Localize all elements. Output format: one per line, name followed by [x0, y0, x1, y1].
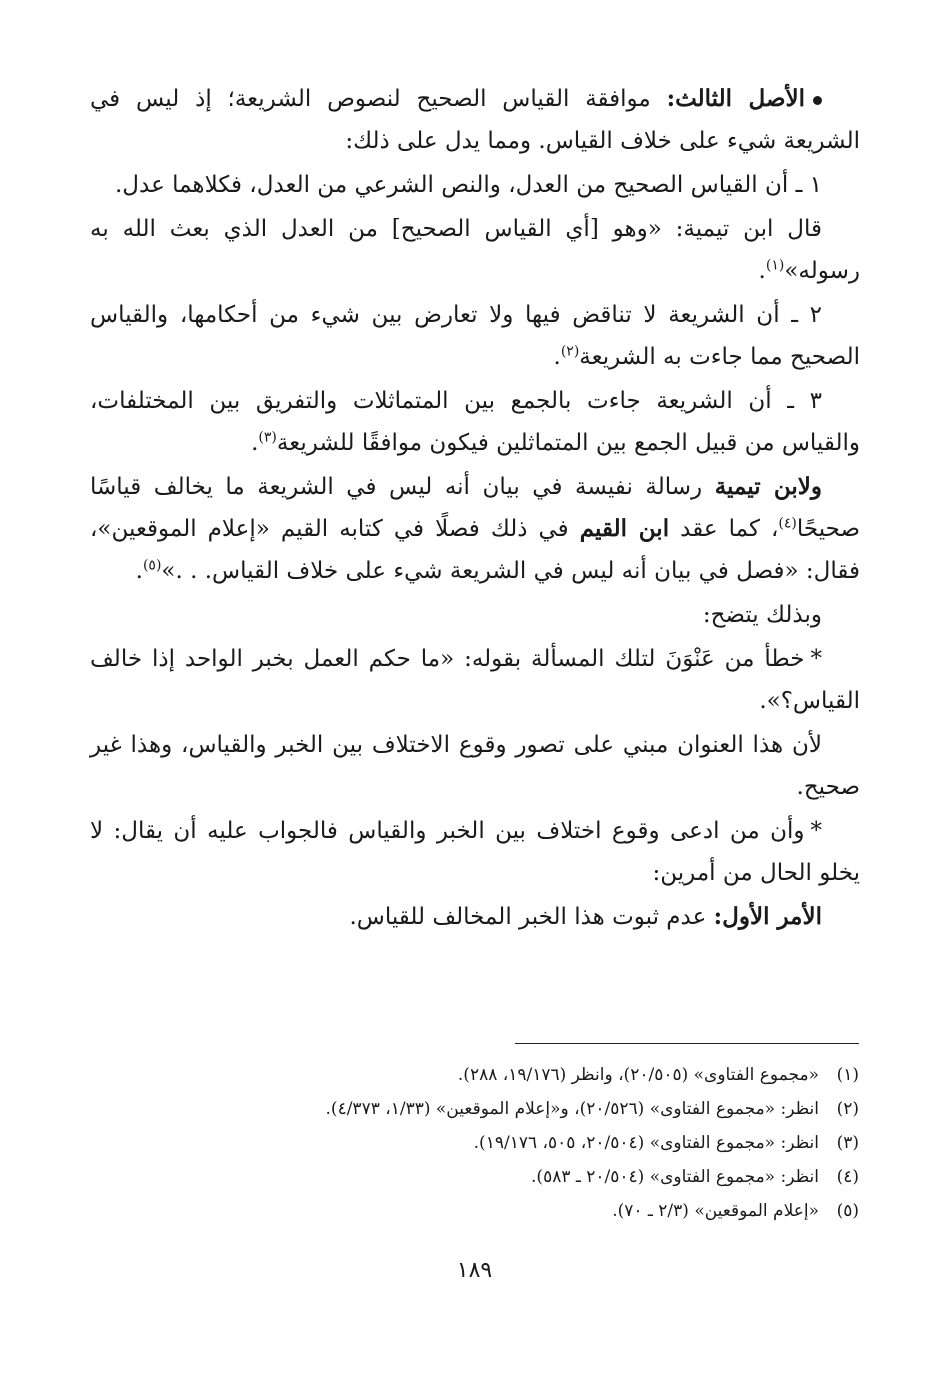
paragraph-claim [90, 810, 860, 894]
footnote-separator [515, 1043, 859, 1044]
page-body [90, 78, 860, 940]
paragraph-thus-clear: وبذلك يتضح: [702, 602, 822, 628]
footnote-text: انظر: «مجموع الفتاوى» (٢٠/٥٠٤، ٥٠٥، ١٩/١٧٦). [473, 1133, 819, 1153]
treatise-text-1: رسالة نفيسة في بيان أنه ليس في الشريعة ما يخالف قياسًا صحيحًا [90, 474, 861, 542]
footnote-number: (٥) [836, 1201, 859, 1221]
footnote-text: انظر: «مجموع الفتاوى» (٢٠/٥٢٦)، و«إعلام الموقعين» (١/٣٣، ٤/٣٧٣). [325, 1099, 819, 1119]
principle-text: موافقة القياس الصحيح لنصوص الشريعة؛ إذ ليس في الشريعة شيء على خلاف القياس. ومما يدل على ذلك: [90, 86, 860, 154]
paragraph-first-matter [90, 896, 860, 938]
footnote-ref-3[interactable]: (٣) [258, 429, 277, 446]
footnote-number: (١) [836, 1065, 859, 1085]
paragraph-point-one: ١ ـ أن القياس الصحيح من العدل، والنص الشرعي من العدل، فكلاهما عدل. [115, 172, 822, 198]
paragraph-point-two [90, 294, 860, 378]
page-number: ١٨٩ [456, 1258, 493, 1283]
claim-text: وأن من ادعى وقوع اختلاف بين الخبر والقياس فالجواب عليه أن يقال: لا يخلو الحال من أمرين: [90, 818, 860, 886]
footnote-5 [159, 1194, 859, 1228]
footnote-ref-2[interactable]: (٢) [560, 343, 580, 360]
footnote-number: (٤) [836, 1167, 859, 1187]
principle-heading: الأصل الثالث: [666, 85, 805, 112]
paragraph-quote-ibn-taymiyya [90, 208, 860, 292]
paragraph-reason: لأن هذا العنوان مبني على تصور وقوع الاختلاف بين الخبر والقياس، وهذا غير صحيح. [90, 732, 860, 800]
footnote-text: انظر: «مجموع الفتاوى» (٢٠/٥٠٤ ـ ٥٨٣). [531, 1167, 819, 1187]
paragraph-point-three [90, 380, 860, 464]
footnote-1 [159, 1058, 859, 1092]
point-three-text: ٣ ـ أن الشريعة جاءت بالجمع بين المتماثلات والتفريق بين المختلفات، والقياس من قبيل الجمع بين المتماثلين فيكون موافقًا للشريعة [90, 388, 860, 456]
footnotes [159, 1058, 859, 1228]
first-matter-text: عدم ثبوت هذا الخبر المخالف للقياس. [349, 904, 714, 930]
footnote-ref-4[interactable]: (٤) [778, 515, 797, 532]
footnote-4 [159, 1160, 859, 1194]
period: . [758, 258, 766, 284]
footnote-number: (٢) [836, 1099, 859, 1119]
treatise-text-2: ، كما عقد [669, 516, 779, 542]
paragraph-ibn-taymiyya-treatise [90, 466, 860, 592]
name-ibn-al-qayyim: ابن القيم [579, 515, 670, 542]
footnote-text: «مجموع الفتاوى» (٢٠/٥٠٥)، وانظر (١٩/١٧٦، ٢٨٨). [457, 1065, 819, 1085]
star-bullet-icon: * [810, 818, 822, 844]
footnote-text: «إعلام الموقعين» (٢/٣ ـ ٧٠). [612, 1201, 819, 1221]
footnote-3 [159, 1126, 859, 1160]
first-matter-heading: الأمر الأول: [713, 903, 822, 930]
period: . [135, 558, 143, 584]
error-title-text: خطأ من عَنْوَنَ لتلك المسألة بقوله: «ما حكم العمل بخبر الواحد إذا خالف القياس؟». [90, 646, 860, 714]
treatise-text-3: في ذلك فصلًا في كتابه القيم «إعلام الموقعين»، فقال: «فصل في بيان أنه ليس في الشريعة شيء على خلاف القياس. . .» [90, 516, 860, 584]
point-two-text: ٢ ـ أن الشريعة لا تناقض فيها ولا تعارض بين شيء من أحكامها، والقياس الصحيح مما جاءت به الشريعة [90, 302, 860, 370]
paragraph-error-title [90, 638, 860, 722]
footnote-ref-1[interactable]: (١) [765, 257, 785, 274]
footnote-2 [159, 1092, 859, 1126]
star-bullet-icon: * [810, 646, 822, 672]
footnote-ref-5[interactable]: (٥) [142, 557, 162, 574]
paragraph-principle-three [90, 78, 860, 162]
name-ibn-taymiyya: ولابن تيمية [714, 473, 822, 500]
bullet-dot-icon [813, 96, 822, 105]
period: . [553, 344, 561, 370]
quote-text: قال ابن تيمية: «وهو [أي القياس الصحيح] من العدل الذي بعث الله به رسوله» [90, 216, 860, 284]
footnote-number: (٣) [836, 1133, 859, 1153]
period: . [251, 430, 259, 456]
